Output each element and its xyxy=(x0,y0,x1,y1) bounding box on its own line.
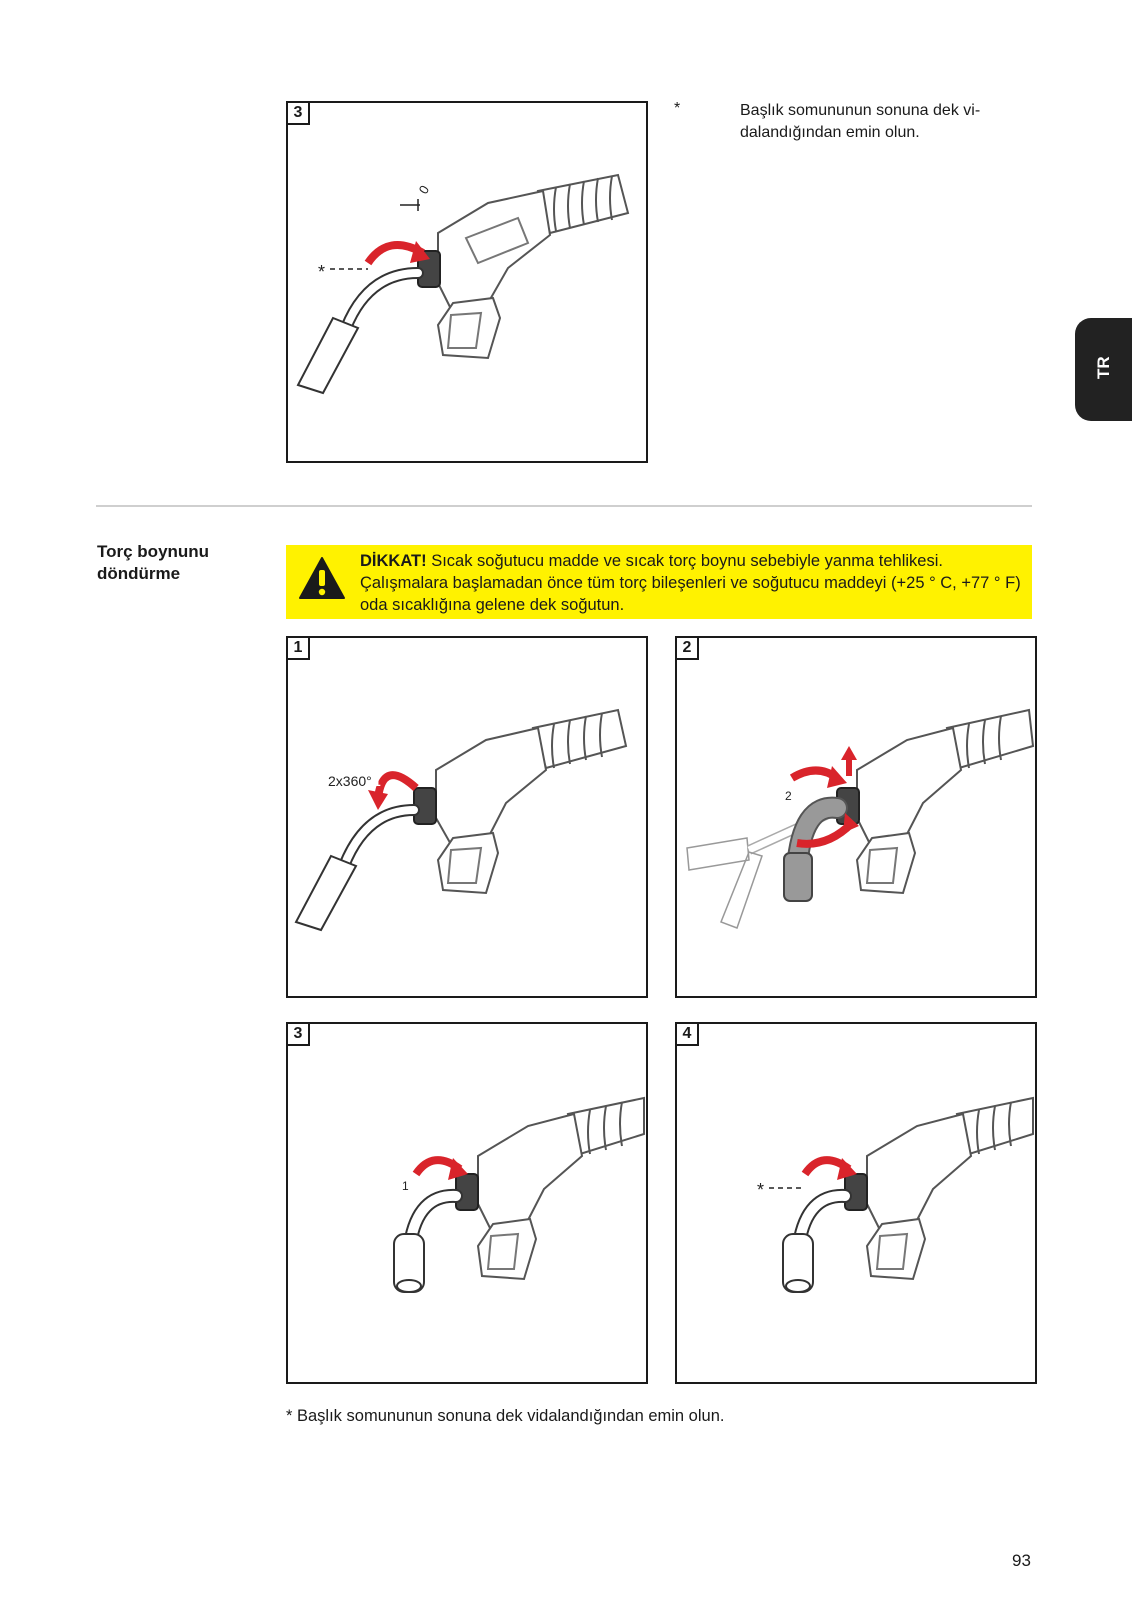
page-number: 93 xyxy=(1012,1551,1031,1570)
warning-label: DİKKAT! xyxy=(360,552,427,570)
torch-illustration xyxy=(288,103,646,461)
torch-illustration xyxy=(288,1024,646,1382)
top-note-marker: * xyxy=(674,100,681,117)
warning-triangle-icon xyxy=(298,556,346,600)
section-heading: Torç boynunu döndürme xyxy=(97,542,210,583)
angle-label: 0 xyxy=(415,182,433,197)
warning-text xyxy=(360,550,1026,616)
figure-2-number: 2 xyxy=(677,638,699,660)
figure-1 xyxy=(286,636,648,998)
figure-4 xyxy=(675,1022,1037,1384)
footnote: * Başlık somununun sonuna dek vidalandığından emin olun. xyxy=(286,1407,725,1425)
torch-illustration xyxy=(677,638,1035,996)
figure-2 xyxy=(675,636,1037,998)
warning-banner xyxy=(286,545,1032,619)
figure-3 xyxy=(286,1022,648,1384)
svg-text:*: * xyxy=(318,262,326,282)
figure-2-marker: 2 xyxy=(785,789,792,803)
figure-3-number: 3 xyxy=(288,1024,310,1046)
figure-1-marker: 1 xyxy=(374,775,381,789)
figure-4-number: 4 xyxy=(677,1024,699,1046)
top-step-figure xyxy=(286,101,648,463)
top-step-number: 3 xyxy=(288,103,310,125)
figure-1-number: 1 xyxy=(288,638,310,660)
language-tab xyxy=(1075,318,1132,421)
figure-4-marker: * xyxy=(757,1180,765,1200)
figure-1-label: 2x360° xyxy=(328,773,372,789)
torch-illustration xyxy=(677,1024,1035,1382)
section-divider xyxy=(96,505,1032,507)
figure-3-marker: 1 xyxy=(402,1179,409,1193)
warning-message: Sıcak soğutucu madde ve sıcak torç boynu sebebiyle yanma tehlikesi. Çalışmalara başlamadan önce tüm torç bileşenleri ve soğutucu maddeyi (+25 ° C, +77 ° F) oda sıcaklığına gelene dek soğutun. xyxy=(360,552,1021,614)
torch-illustration xyxy=(288,638,646,996)
top-note-text: Başlık somununun sonuna dek vi-dalandığından emin olun. xyxy=(740,102,981,141)
language-tab-label: TR xyxy=(1094,356,1113,379)
